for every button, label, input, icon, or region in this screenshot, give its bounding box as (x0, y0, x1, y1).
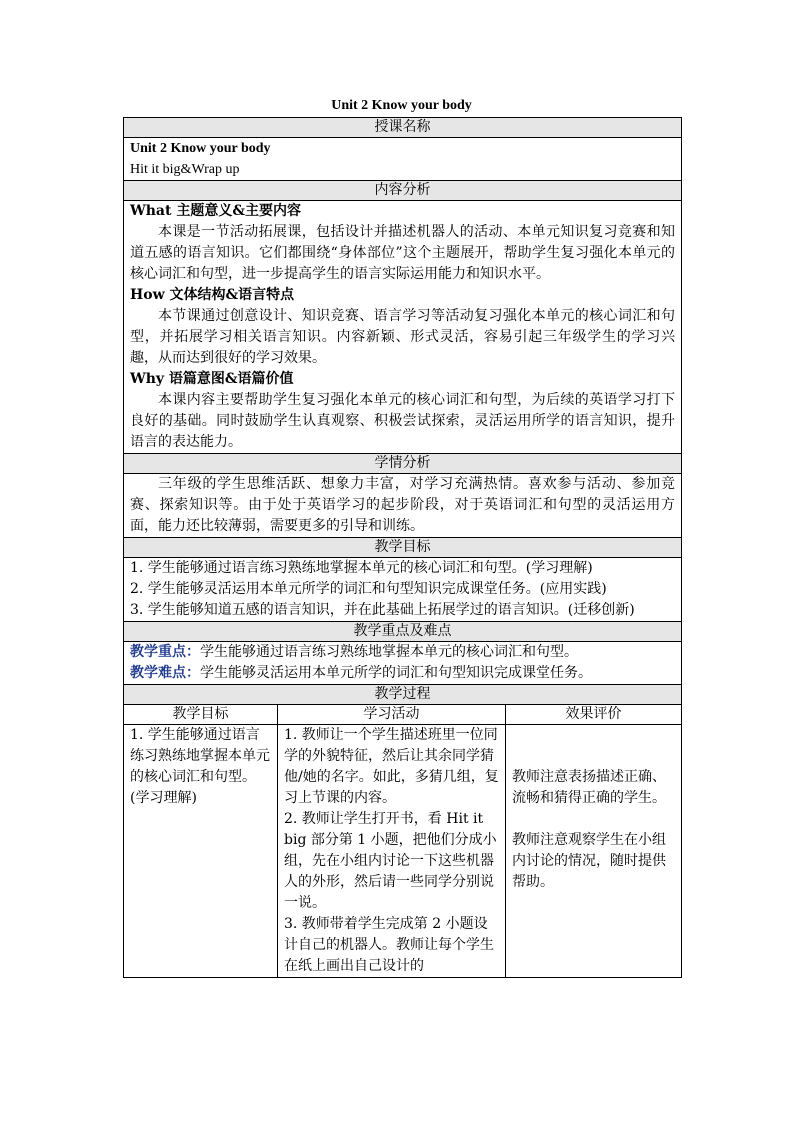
difficulty-text: 学生能够灵活运用本单元所学的词汇和句型知识完成课堂任务。 (200, 665, 592, 681)
course-name-cell (124, 138, 682, 181)
what-paragraph: 本课是一节活动拓展课，包括设计并描述机器人的活动、本单元知识复习竞赛和知道五感的语言知识。它们都围绕“身体部位”这个主题展开，帮助学生复习强化本单元的核心词汇和句型，进一步提高学生的语言实际运用能力和知识水平。 (130, 224, 675, 282)
process-col-objective: 教学目标 (124, 705, 278, 725)
content-analysis-header: 内容分析 (124, 181, 682, 201)
student-analysis-cell (124, 474, 682, 538)
how-heading: How 文体结构&语言特点 (130, 287, 295, 303)
key-points-cell (124, 642, 682, 685)
activity-item: 2. 教师让学生打开书，看 Hit it big 部分第 1 小题，把他们分成小组，先在小组内讨论一下这些机器人的外形，然后请一些同学分别说一说。 (284, 811, 497, 911)
why-heading: Why 语篇意图&语篇价值 (130, 371, 294, 387)
how-paragraph: 本节课通过创意设计、知识竞赛、语言学习等活动复习强化本单元的核心词汇和句型，并拓展学习相关语言知识。内容新颖、形式灵活，容易引起三年级学生的学习兴趣，从而达到很好的学习效果。 (130, 308, 675, 366)
process-objective-cell (124, 725, 278, 978)
objective-item: 2. 学生能够灵活运用本单元所学的词汇和句型知识完成课堂任务。(应用实践) (130, 581, 607, 597)
objectives-header: 教学目标 (124, 538, 682, 558)
content-analysis-cell (124, 201, 682, 454)
course-subtitle: Hit it big&Wrap up (130, 162, 240, 177)
course-title: Unit 2 Know your body (130, 141, 271, 156)
what-heading: What 主题意义&主要内容 (130, 203, 301, 219)
student-analysis-paragraph: 三年级的学生思维活跃、想象力丰富，对学习充满热情。喜欢参与活动、参加竞赛、探索知识等。由于处于英语学习的起步阶段，对于英语词汇和句型的灵活运用方面，能力还比较薄弱，需要更多的引导和训练。 (130, 476, 675, 534)
process-col-activity: 学习活动 (278, 705, 506, 725)
objective-item: 1. 学生能够通过语言练习熟练地掌握本单元的核心词汇和句型。(学习理解) (130, 560, 593, 576)
objectives-cell (124, 558, 682, 622)
focus-label: 教学重点： (130, 644, 200, 660)
key-points-header: 教学重点及难点 (124, 622, 682, 642)
process-header: 教学过程 (124, 685, 682, 705)
process-objective-text: 1. 学生能够通过语言练习熟练地掌握本单元的核心词汇和句型。(学习理解) (130, 727, 270, 806)
difficulty-line (130, 663, 675, 684)
activity-item: 1. 教师让一个学生描述班里一位同学的外貌特征，然后让其余同学猜他/她的名字。如此，多猜几组，复习上节课的内容。 (284, 727, 499, 806)
course-name-header: 授课名称 (124, 118, 682, 138)
page-title: Unit 2 Know your body (331, 98, 472, 113)
student-analysis-header: 学情分析 (124, 454, 682, 474)
lesson-plan-table (123, 117, 682, 978)
process-evaluation-cell (506, 725, 682, 978)
process-activity-cell (278, 725, 506, 978)
focus-line (130, 642, 675, 663)
activity-item: 3. 教师带着学生完成第 2 小题设计自己的机器人。教师让每个学生在纸上画出自己设计的 (284, 916, 494, 974)
focus-text: 学生能够通过语言练习熟练地掌握本单元的核心词汇和句型。 (200, 644, 578, 660)
why-paragraph: 本课内容主要帮助学生复习强化本单元的核心词汇和句型，为后续的英语学习打下良好的基础。同时鼓励学生认真观察、积极尝试探索，灵活运用所学的语言知识，提升语言的表达能力。 (130, 392, 675, 450)
process-col-evaluation: 效果评价 (506, 705, 682, 725)
objective-item: 3. 学生能够知道五感的语言知识，并在此基础上拓展学过的语言知识。(迁移创新) (130, 602, 635, 618)
evaluation-item: 教师注意表扬描述正确、流畅和猜得正确的学生。 (512, 769, 666, 806)
evaluation-item: 教师注意观察学生在小组内讨论的情况，随时提供帮助。 (512, 832, 666, 890)
difficulty-label: 教学难点： (130, 665, 200, 681)
